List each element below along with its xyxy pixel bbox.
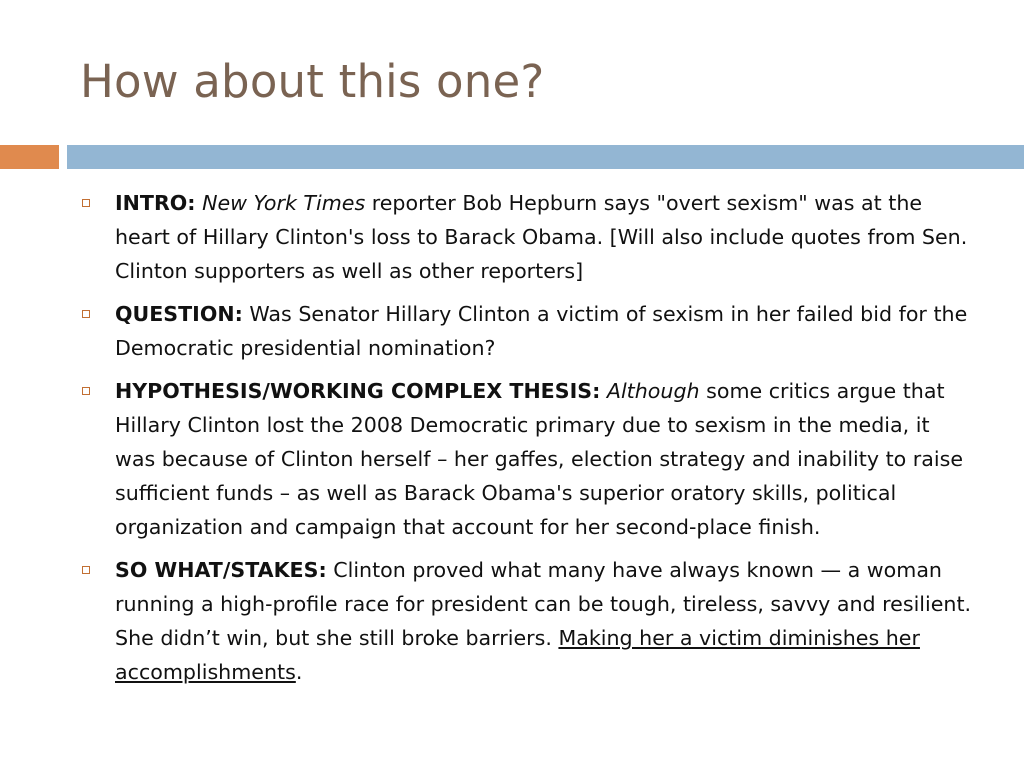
bullet-text: Was Senator Hillary Clinton a victim of sexism in her failed bid for the Democratic presidential nomination? (115, 302, 968, 360)
bullet-text: Clinton proved what many have always known — a woman running a high-profile race for president can be tough, tireless, savvy and resilient. She didn’t win, but she still broke barriers. (115, 558, 972, 650)
bullet-italic: New York Times (202, 191, 366, 215)
bullet-label: HYPOTHESIS/WORKING COMPLEX THESIS: (115, 379, 601, 403)
bullet-question (0, 297, 1024, 365)
bullet-underlined: Making her a victim diminishes her accomplishments (115, 626, 920, 684)
bullet-label: SO WHAT/STAKES: (115, 558, 327, 582)
square-bullet-icon (82, 310, 90, 318)
slide-title: How about this one? (80, 55, 545, 108)
square-bullet-icon (82, 566, 90, 574)
square-bullet-icon (82, 387, 90, 395)
bullet-intro (0, 186, 1024, 288)
accent-bar-orange (0, 145, 59, 169)
accent-bar-blue (67, 145, 1024, 169)
bullet-end: . (295, 660, 303, 684)
bullet-so-what (0, 553, 1024, 689)
bullet-list (0, 186, 1024, 698)
bullet-text: some critics argue that Hillary Clinton lost the 2008 Democratic primary due to sexism in the media, it was because of Clinton herself – her gaffes, election strategy and inability to raise sufficient funds – as well as Barack Obama's superior oratory skills, political organization and campaign that account for her second-place finish. (115, 379, 963, 539)
bullet-italic: Although (606, 379, 700, 403)
bullet-label: INTRO: (115, 191, 196, 215)
bullet-label: QUESTION: (115, 302, 243, 326)
bullet-text: reporter Bob Hepburn says "overt sexism" was at the heart of Hillary Clinton's loss to Barack Obama. [Will also include quotes from Sen. Clinton supporters as well as other reporters] (115, 191, 968, 283)
square-bullet-icon (82, 199, 90, 207)
bullet-hypothesis (0, 374, 1024, 544)
